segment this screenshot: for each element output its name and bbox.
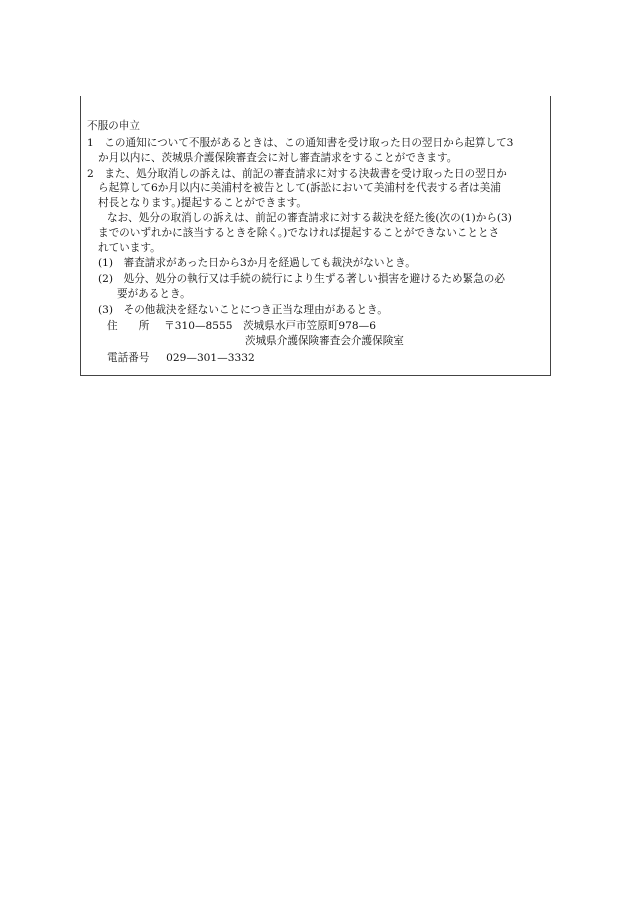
address-label: 住 所 [107, 320, 150, 332]
office-name: 茨城県介護保険審査会介護保険室 [245, 335, 404, 347]
item2-line2: ら起算して6か月以内に美浦村を被告として(訴訟において美浦村を代表する者は美浦 [98, 182, 501, 194]
item2-line3: 村長となります。)提起することができます。 [98, 197, 308, 209]
sub-item-1: (1) 審査請求があった日から3か月を経過しても裁決がないとき。 [98, 257, 416, 269]
note-line3: れています。 [98, 242, 161, 254]
phone-row [107, 352, 255, 365]
note-line1: なお、処分の取消しの訴えは、前記の審査請求に対する裁決を経た後(次の(1)から(3) [107, 212, 512, 224]
section-title: 不服の申立 [87, 120, 140, 132]
item2-line1: 2 また、処分取消しの訴えは、前記の審査請求に対する決裁書を受け取った日の翌日か [87, 168, 507, 180]
item1-line1: 1 この通知について不服があるときは、この通知書を受け取った日の翌日から起算して3 [87, 137, 514, 149]
address-value: 〒310—8555 茨城県水戸市笠原町978—6 [164, 320, 376, 332]
appeal-notice-box [80, 96, 551, 376]
address-row [107, 320, 376, 333]
phone-value: 029—301—3332 [166, 352, 255, 364]
phone-label: 電話番号 [107, 352, 150, 364]
note-line2: までのいずれかに該当するときを除く。)でなければ提起することができないこととさ [98, 227, 500, 239]
sub-item-3: (3) その他裁決を経ないことにつき正当な理由があるとき。 [98, 304, 388, 316]
item1-line2: か月以内に、茨城県介護保険審査会に対し審査請求をすることができます。 [98, 152, 458, 164]
sub-item-2-line1: (2) 処分、処分の執行又は手続の続行により生ずる著しい損害を避けるため緊急の必 [98, 273, 505, 285]
sub-item-2-line2: 要があるとき。 [117, 288, 191, 300]
